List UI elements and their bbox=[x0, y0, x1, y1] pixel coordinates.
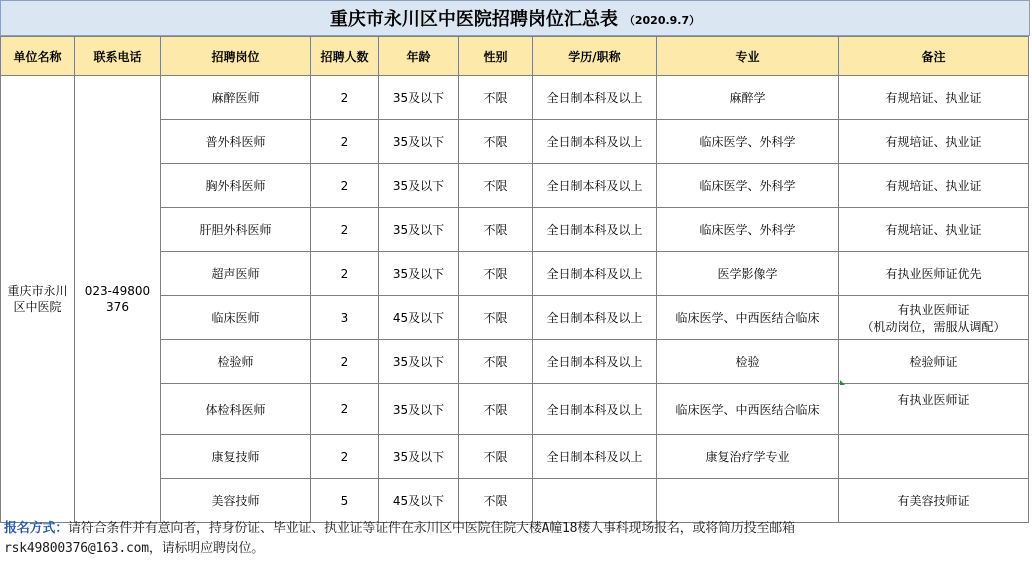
gender-cell: 不限 bbox=[459, 479, 533, 523]
remark-cell bbox=[839, 479, 1029, 523]
age-cell: 35及以下 bbox=[379, 340, 459, 384]
remark-text: 有执业医师证 bbox=[897, 302, 970, 317]
gender-cell: 不限 bbox=[459, 340, 533, 384]
education-cell: 全日制本科及以上 bbox=[533, 120, 657, 164]
header-unit: 单位名称 bbox=[1, 37, 75, 76]
post-cell: 体检科医师 bbox=[161, 384, 311, 435]
phone-cell: 023-49800376 bbox=[75, 76, 161, 523]
education-cell: 全日制本科及以上 bbox=[533, 164, 657, 208]
remark-cell bbox=[839, 120, 1029, 164]
note-label: 报名方式： bbox=[4, 521, 69, 536]
major-cell: 检验 bbox=[657, 340, 839, 384]
application-note bbox=[4, 519, 1030, 559]
education-cell: 全日制本科及以上 bbox=[533, 252, 657, 296]
education-cell: 全日制本科及以上 bbox=[533, 384, 657, 435]
count-cell: 2 bbox=[311, 76, 379, 120]
recruitment-table bbox=[0, 36, 1029, 523]
header-remark: 备注 bbox=[839, 37, 1029, 76]
count-cell: 2 bbox=[311, 164, 379, 208]
major-cell: 临床医学、中西医结合临床 bbox=[657, 296, 839, 340]
post-cell: 麻醉医师 bbox=[161, 76, 311, 120]
gender-cell: 不限 bbox=[459, 296, 533, 340]
post-cell: 康复技师 bbox=[161, 435, 311, 479]
age-cell: 35及以下 bbox=[379, 435, 459, 479]
age-cell: 35及以下 bbox=[379, 252, 459, 296]
count-cell: 2 bbox=[311, 252, 379, 296]
age-cell: 35及以下 bbox=[379, 120, 459, 164]
remark-cell bbox=[839, 435, 1029, 479]
remark-cell bbox=[839, 76, 1029, 120]
age-cell: 35及以下 bbox=[379, 164, 459, 208]
count-cell: 2 bbox=[311, 120, 379, 164]
major-cell: 医学影像学 bbox=[657, 252, 839, 296]
page-title: 重庆市永川区中医院招聘岗位汇总表 bbox=[329, 9, 618, 30]
count-cell: 2 bbox=[311, 208, 379, 252]
remark-cell bbox=[839, 252, 1029, 296]
remark-text: 检验师证 bbox=[909, 355, 958, 369]
remark-text: 有规培证、执业证 bbox=[885, 135, 982, 149]
count-cell: 2 bbox=[311, 435, 379, 479]
note-text-2: rsk49800376@163.com，请标明应聘岗位。 bbox=[4, 541, 265, 556]
gender-cell: 不限 bbox=[459, 384, 533, 435]
major-cell: 临床医学、外科学 bbox=[657, 120, 839, 164]
remark-cell bbox=[839, 384, 1029, 435]
unit-cell: 重庆市永川区中医院 bbox=[1, 76, 75, 523]
remark-text: 有执业医师证 bbox=[897, 393, 970, 407]
education-cell bbox=[533, 479, 657, 523]
remark-cell bbox=[839, 208, 1029, 252]
remark-cell bbox=[839, 340, 1029, 384]
title-bar bbox=[0, 0, 1030, 36]
gender-cell: 不限 bbox=[459, 164, 533, 208]
table-header-row bbox=[1, 37, 1029, 76]
header-major: 专业 bbox=[657, 37, 839, 76]
age-cell: 45及以下 bbox=[379, 479, 459, 523]
remark-text: 有美容技师证 bbox=[897, 494, 970, 508]
education-cell: 全日制本科及以上 bbox=[533, 435, 657, 479]
post-cell: 胸外科医师 bbox=[161, 164, 311, 208]
major-cell: 临床医学、外科学 bbox=[657, 208, 839, 252]
header-post: 招聘岗位 bbox=[161, 37, 311, 76]
header-phone: 联系电话 bbox=[75, 37, 161, 76]
post-cell: 普外科医师 bbox=[161, 120, 311, 164]
age-cell: 35及以下 bbox=[379, 76, 459, 120]
gender-cell: 不限 bbox=[459, 435, 533, 479]
major-cell: 临床医学、外科学 bbox=[657, 164, 839, 208]
header-education: 学历/职称 bbox=[533, 37, 657, 76]
post-cell: 临床医师 bbox=[161, 296, 311, 340]
major-cell bbox=[657, 479, 839, 523]
education-cell: 全日制本科及以上 bbox=[533, 340, 657, 384]
gender-cell: 不限 bbox=[459, 76, 533, 120]
gender-cell: 不限 bbox=[459, 252, 533, 296]
count-cell: 2 bbox=[311, 384, 379, 435]
age-cell: 35及以下 bbox=[379, 208, 459, 252]
note-text-1: 请符合条件并有意向者，持身份证、毕业证、执业证等证件在永川区中医院住院大楼A幢18楼人事科现场报名，或将简历投至邮箱 bbox=[68, 521, 795, 536]
major-cell: 康复治疗学专业 bbox=[657, 435, 839, 479]
post-cell: 肝胆外科医师 bbox=[161, 208, 311, 252]
table-row bbox=[1, 76, 1029, 120]
note-line-1 bbox=[4, 519, 1030, 539]
post-cell: 美容技师 bbox=[161, 479, 311, 523]
age-cell: 35及以下 bbox=[379, 384, 459, 435]
major-cell: 麻醉学 bbox=[657, 76, 839, 120]
post-cell: 超声医师 bbox=[161, 252, 311, 296]
age-cell: 45及以下 bbox=[379, 296, 459, 340]
remark-text: 有规培证、执业证 bbox=[885, 91, 982, 105]
education-cell: 全日制本科及以上 bbox=[533, 296, 657, 340]
header-gender: 性别 bbox=[459, 37, 533, 76]
remark-cell bbox=[839, 164, 1029, 208]
education-cell: 全日制本科及以上 bbox=[533, 208, 657, 252]
remark-text: 有规培证、执业证 bbox=[885, 223, 982, 237]
post-cell: 检验师 bbox=[161, 340, 311, 384]
count-cell: 3 bbox=[311, 296, 379, 340]
cell-comment-marker bbox=[840, 380, 845, 385]
gender-cell: 不限 bbox=[459, 208, 533, 252]
header-age: 年龄 bbox=[379, 37, 459, 76]
remark-cell bbox=[839, 296, 1029, 340]
header-count: 招聘人数 bbox=[311, 37, 379, 76]
count-cell: 5 bbox=[311, 479, 379, 523]
gender-cell: 不限 bbox=[459, 120, 533, 164]
count-cell: 2 bbox=[311, 340, 379, 384]
education-cell: 全日制本科及以上 bbox=[533, 76, 657, 120]
title-date: （2020.9.7） bbox=[623, 14, 701, 27]
remark-subtext: （机动岗位，需服从调配） bbox=[861, 319, 1006, 334]
major-cell: 临床医学、中西医结合临床 bbox=[657, 384, 839, 435]
remark-text: 有规培证、执业证 bbox=[885, 179, 982, 193]
remark-text: 有执业医师证优先 bbox=[885, 267, 982, 281]
